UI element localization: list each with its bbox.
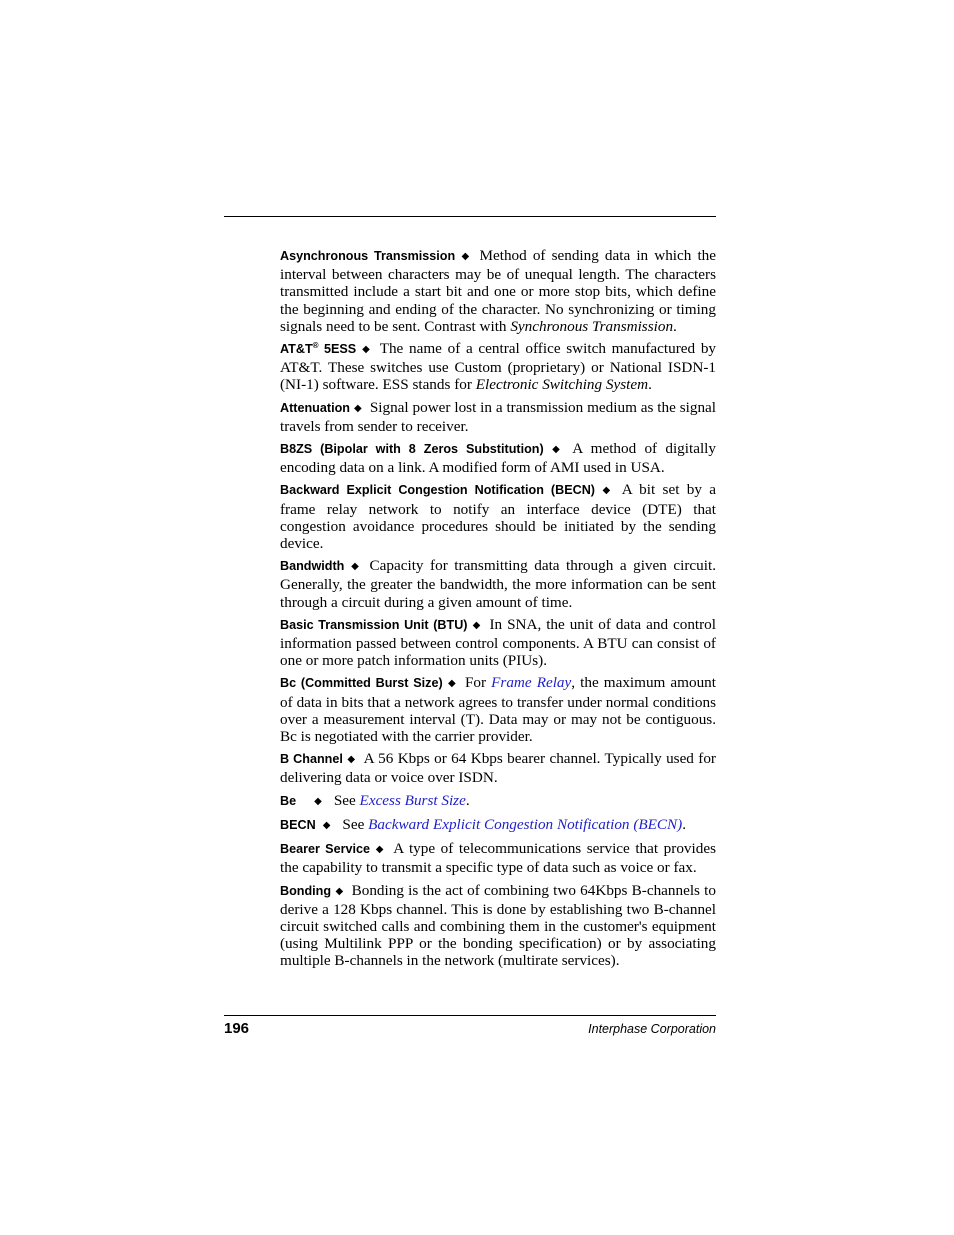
footer-rule: [224, 1015, 716, 1016]
glossary-definition-pre: See: [342, 815, 369, 833]
glossary-definition: Bonding is the act of combining two 64Kbps B-channels to derive a 128 Kbps channel. This is done by establishing two B-channel circuit switched calls and combining them in the customer's equipment (using Multilink PPP or the bonding specification) or by associating multiple B-channels in the network (multirate services).: [280, 881, 716, 970]
glossary-term: Basic Transmission Unit (BTU): [280, 617, 468, 632]
glossary-term: Asynchronous Transmission: [280, 249, 456, 263]
diamond-bullet-icon: ◆: [446, 678, 457, 690]
glossary-definition: The name of a central office switch manufactured by AT&T. These switches use Custom (proprietary) or National ISDN-1 (NI-1) software. ESS stands for: [280, 340, 717, 394]
glossary-emphasis: Synchronous Transmission: [510, 317, 674, 335]
diamond-bullet-icon: ◆: [459, 251, 472, 262]
diamond-bullet-icon: ◆: [348, 561, 362, 573]
glossary-term: B8ZS (Bipolar with 8 Zeros Substitution): [280, 442, 544, 457]
glossary-term: Bearer Service: [280, 842, 370, 857]
glossary-definition: A bit set by a frame relay network to notify an interface device (DTE) that congestion avoidance procedures should be initiated by the sending device.: [280, 481, 716, 553]
glossary-definition: , the maximum amount of data in bits that a network agrees to transfer under normal conditions over a measurement interval (T). Data may or may not be contiguous. Bc is negotiated with the carrier provider.: [280, 674, 716, 746]
glossary-term: Bc (Committed Burst Size): [280, 676, 443, 691]
footer-company-name: Interphase Corporation: [588, 1022, 716, 1036]
glossary-entry-bc: [280, 674, 716, 745]
glossary-emphasis: Electronic Switching System: [475, 376, 649, 394]
glossary-entry-bonding: [280, 882, 716, 970]
glossary-definition-pre: See: [333, 791, 360, 809]
glossary-entry-btu: [280, 616, 716, 670]
page-number: 196: [224, 1020, 250, 1037]
glossary-list: [280, 247, 716, 975]
glossary-definition-pre: For: [464, 674, 492, 692]
glossary-definition: Method of sending data in which the interval between characters may be of unequal length. The characters transmitted include a start bit and one or more stop bits, which define the beginning and ending of the character. No synchronizing or timing signals need to be sent. Contrast with: [280, 247, 717, 335]
glossary-definition-end: .: [465, 791, 470, 809]
glossary-term: Bandwidth: [280, 559, 345, 574]
glossary-entry-be: [280, 792, 716, 811]
glossary-definition: A method of digitally encoding data on a link. A modified form of AMI used in USA.: [280, 440, 716, 477]
glossary-term-part: AT&T: [280, 342, 313, 357]
glossary-term-part: 5ESS: [318, 342, 357, 357]
glossary-definition: A 56 Kbps or 64 Kbps bearer channel. Typically used for delivering data or voice over ISDN.: [280, 750, 716, 787]
glossary-definition-end: .: [682, 815, 687, 833]
glossary-entry-attenuation: [280, 399, 716, 435]
glossary-term: Be: [280, 793, 297, 808]
diamond-bullet-icon: ◆: [374, 844, 386, 856]
glossary-term: B Channel: [280, 752, 343, 767]
glossary-term: Attenuation: [280, 400, 350, 415]
glossary-entry-asynchronous-transmission: [280, 247, 716, 335]
glossary-definition-end: .: [648, 376, 652, 394]
diamond-bullet-icon: ◆: [346, 754, 356, 766]
registered-mark: ®: [312, 340, 319, 350]
cross-reference-link[interactable]: Backward Explicit Congestion Notification (BECN): [368, 815, 683, 833]
diamond-bullet-icon: ◆: [598, 485, 614, 497]
glossary-entry-bearer-service: [280, 840, 716, 876]
glossary-definition: In SNA, the unit of data and control information passed between control components. A BTU can consist of one or more patch information units (PIUs).: [280, 615, 716, 670]
diamond-bullet-icon: ◆: [353, 402, 362, 414]
glossary-entry-att-5ess: [280, 340, 716, 394]
glossary-definition: Signal power lost in a transmission medium as the signal travels from sender to receiver.: [280, 398, 716, 435]
diamond-bullet-icon: ◆: [314, 795, 322, 807]
cross-reference-link[interactable]: Frame Relay: [491, 674, 572, 692]
diamond-bullet-icon: ◆: [471, 619, 482, 631]
glossary-definition-end: .: [673, 317, 677, 335]
diamond-bullet-icon: ◆: [360, 344, 372, 356]
glossary-entry-becn-full: [280, 481, 716, 552]
glossary-term: Bonding: [280, 883, 332, 898]
diamond-bullet-icon: ◆: [547, 444, 565, 456]
glossary-definition: A type of telecommunications service that provides the capability to transmit a specific type of data such as voice or fax.: [280, 840, 716, 877]
glossary-definition: Capacity for transmitting data through a given circuit. Generally, the greater the bandwidth, the more information can be sent through a circuit during a given amount of time.: [280, 557, 716, 611]
cross-reference-link[interactable]: Excess Burst Size: [359, 791, 466, 809]
glossary-entry-becn: [280, 816, 716, 835]
glossary-term: Backward Explicit Congestion Notification (BECN): [280, 483, 595, 498]
diamond-bullet-icon: ◆: [335, 885, 344, 897]
glossary-term: [280, 342, 356, 356]
glossary-entry-b8zs: [280, 440, 716, 476]
glossary-entry-b-channel: [280, 750, 716, 786]
glossary-term: BECN: [280, 817, 316, 832]
glossary-entry-bandwidth: [280, 557, 716, 611]
diamond-bullet-icon: ◆: [322, 819, 331, 831]
header-rule: [224, 216, 716, 217]
